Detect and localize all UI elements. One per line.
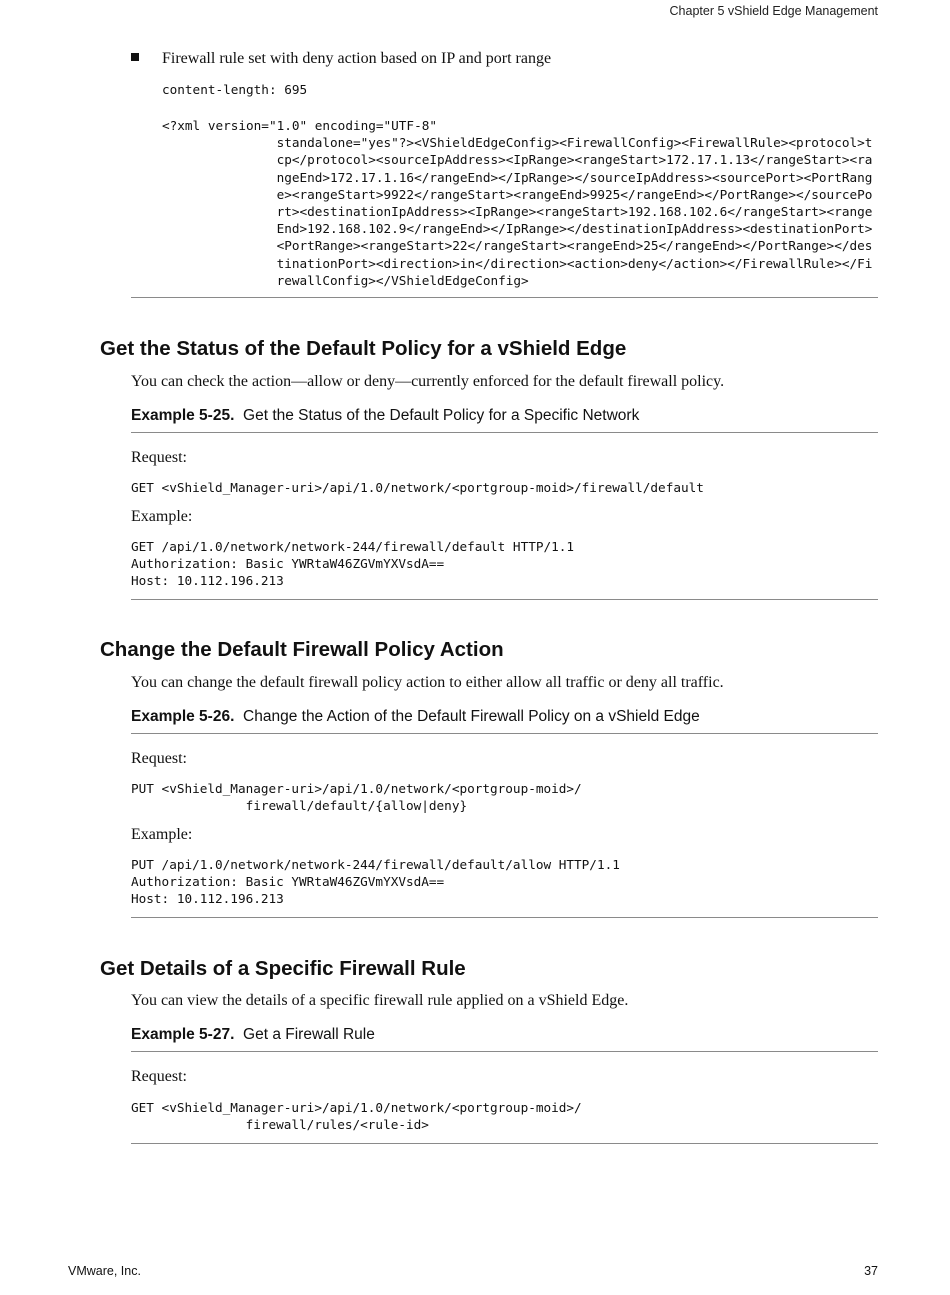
example-caption bbox=[131, 708, 700, 726]
example-code: GET /api/1.0/network/network-244/firewall/default HTTP/1.1 Authorization: Basic YWRtaW46ZGVmYXVsdA== Host: 10.112.196.213 bbox=[131, 539, 575, 589]
bullet-square-icon bbox=[131, 53, 139, 61]
example-title: Get a Firewall Rule bbox=[243, 1026, 375, 1043]
divider-rule bbox=[131, 432, 878, 433]
section-heading-firewall-rule-details: Get Details of a Specific Firewall Rule bbox=[100, 957, 466, 980]
example-number: Example 5-26. bbox=[131, 708, 235, 725]
xml-payload-code: <?xml version="1.0" encoding="UTF-8" standalone="yes"?><VShieldEdgeConfig><FirewallConfig><FirewallRule><protocol>t cp</protocol><sourceIpAddress><IpRange><rangeStart>172.17.1.13</rangeStart><ra ngeEnd>172.17.1.16</rangeEnd></IpRange></sourceIpAddress><sourcePort><PortRang e><rangeStart>9922</rangeStart><rangeEnd>9925</rangeEnd></PortRange></sourcePo rt><destinationIpAddress><IpRange><rangeStart>192.168.102.6</rangeStart><range End>192.168.102.9</rangeEnd></IpRange></destinationIpAddress><destinationPort> <PortRange><rangeStart>22</rangeStart><rangeEnd>25</rangeEnd></PortRange></des tinationPort><direction>in</direction><action>deny</action></FirewallRule></Fi rewallConfig></VShieldEdgeConfig> bbox=[162, 118, 873, 288]
divider-rule bbox=[131, 917, 878, 918]
example-caption bbox=[131, 1026, 375, 1044]
request-code: GET <vShield_Manager-uri>/api/1.0/network/<portgroup-moid>/firewall/default bbox=[131, 480, 704, 495]
request-code: PUT <vShield_Manager-uri>/api/1.0/network/<portgroup-moid>/ firewall/default/{allow|deny} bbox=[131, 781, 582, 814]
example-label: Example: bbox=[131, 508, 193, 525]
example-label: Example: bbox=[131, 826, 193, 843]
example-title: Get the Status of the Default Policy for a Specific Network bbox=[243, 407, 640, 424]
bullet-item bbox=[131, 50, 551, 68]
example-title: Change the Action of the Default Firewall Policy on a vShield Edge bbox=[243, 708, 700, 725]
section-heading-default-policy-status: Get the Status of the Default Policy for a vShield Edge bbox=[100, 337, 627, 360]
example-number: Example 5-27. bbox=[131, 1026, 235, 1043]
request-label: Request: bbox=[131, 750, 187, 767]
section-intro: You can change the default firewall policy action to either allow all traffic or deny all traffic. bbox=[131, 674, 724, 691]
request-label: Request: bbox=[131, 449, 187, 466]
section-intro: You can view the details of a specific firewall rule applied on a vShield Edge. bbox=[131, 992, 629, 1009]
divider-rule bbox=[131, 599, 878, 600]
example-code: PUT /api/1.0/network/network-244/firewall/default/allow HTTP/1.1 Authorization: Basic YWRtaW46ZGVmYXVsdA== Host: 10.112.196.213 bbox=[131, 857, 620, 907]
divider-rule bbox=[131, 1143, 878, 1144]
divider-rule bbox=[131, 297, 878, 298]
example-number: Example 5-25. bbox=[131, 407, 235, 424]
request-code: GET <vShield_Manager-uri>/api/1.0/network/<portgroup-moid>/ firewall/rules/<rule-id> bbox=[131, 1100, 582, 1133]
request-label: Request: bbox=[131, 1068, 187, 1085]
bullet-text: Firewall rule set with deny action based on IP and port range bbox=[162, 50, 552, 67]
footer-company: VMware, Inc. bbox=[68, 1264, 141, 1278]
running-header: Chapter 5 vShield Edge Management bbox=[669, 4, 878, 18]
section-intro: You can check the action—allow or deny—currently enforced for the default firewall policy. bbox=[131, 373, 725, 390]
section-heading-change-default-policy: Change the Default Firewall Policy Action bbox=[100, 638, 504, 661]
footer-page-number: 37 bbox=[864, 1264, 878, 1278]
content-length-line: content-length: 695 bbox=[162, 82, 308, 97]
divider-rule bbox=[131, 1051, 878, 1052]
divider-rule bbox=[131, 733, 878, 734]
example-caption bbox=[131, 407, 639, 425]
